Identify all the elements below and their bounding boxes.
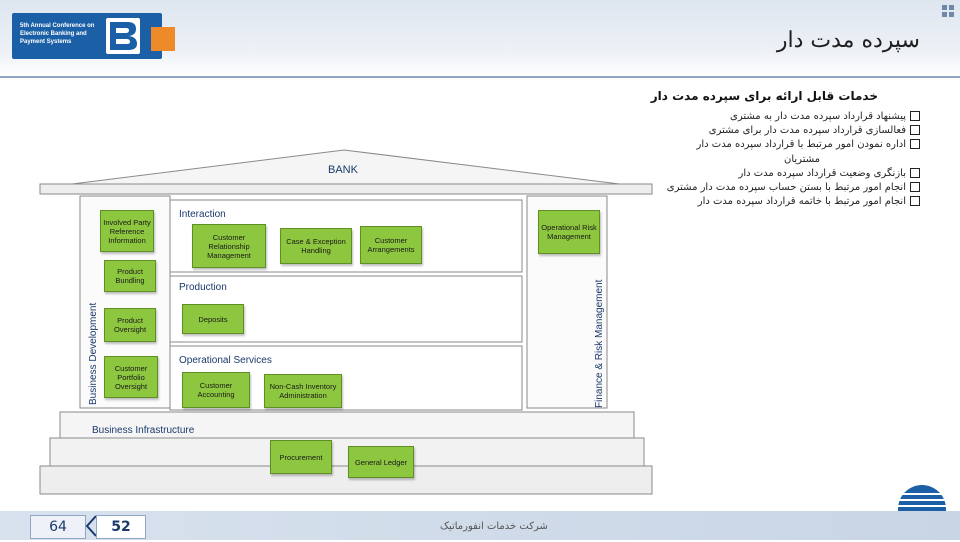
- customer-arrangements-box[interactable]: Customer Arrangements: [360, 226, 422, 264]
- product-oversight-box[interactable]: Product Oversight: [104, 308, 156, 342]
- customer-portfolio-box[interactable]: Customer Portfolio Oversight: [104, 356, 158, 398]
- roof-beam: [40, 184, 652, 194]
- business-infrastructure-label: Business Infrastructure: [92, 425, 195, 436]
- list-item: پیشنهاد قرارداد سپرده مدت دار به مشتری: [600, 110, 920, 124]
- involved-party-box[interactable]: Involved Party Reference Information: [100, 210, 154, 252]
- list-item: انجام امور مرتبط با بستن حساب سپرده مدت دار مشتری: [600, 181, 920, 195]
- business-development-label: Business Development: [88, 302, 99, 405]
- case-exception-box[interactable]: Case & Exception Handling: [280, 228, 352, 264]
- procurement-box[interactable]: Procurement: [270, 440, 332, 474]
- slide-number-left: 64: [30, 515, 86, 539]
- customer-accounting-box[interactable]: Customer Accounting: [182, 372, 250, 408]
- bank-label: BANK: [328, 164, 358, 176]
- general-ledger-box[interactable]: General Ledger: [348, 446, 414, 478]
- page-title: سپرده مدت دار: [776, 28, 920, 53]
- list-item: انجام امور مرتبط با خاتمه قرارداد سپرده مدت دار: [600, 195, 920, 209]
- list-item: اداره نمودن امور مرتبط با قرارداد سپرده مدت دار: [600, 138, 920, 152]
- list-item: بازنگری وضعیت قرارداد سپرده مدت دار: [600, 167, 920, 181]
- conference-logo-text: 5th Annual Conference on Electronic Banking and Payment Systems: [20, 23, 95, 45]
- list-item-continuation: مشتریان: [784, 153, 820, 165]
- services-subtitle: خدمات قابل ارائه برای سپرده مدت دار: [650, 89, 878, 103]
- crm-box[interactable]: Customer Relationship Management: [192, 224, 266, 268]
- footer-company-name: شرکت خدمات انفورماتیک: [440, 521, 548, 532]
- base-step-2: [50, 438, 644, 466]
- operational-services-label: Operational Services: [179, 355, 272, 366]
- finance-risk-label: Finance & Risk Management: [594, 279, 605, 408]
- production-label: Production: [179, 282, 227, 293]
- base-step-3: [40, 466, 652, 494]
- slide-number-right: 52: [96, 515, 146, 539]
- list-item: فعالسازی قرارداد سپرده مدت دار برای مشتری: [600, 124, 920, 138]
- deposits-box[interactable]: Deposits: [182, 304, 244, 334]
- product-bundling-box[interactable]: Product Bundling: [104, 260, 156, 292]
- non-cash-inventory-box[interactable]: Non-Cash Inventory Administration: [264, 374, 342, 408]
- operational-risk-box[interactable]: Operational Risk Management: [538, 210, 600, 254]
- interaction-label: Interaction: [179, 209, 226, 220]
